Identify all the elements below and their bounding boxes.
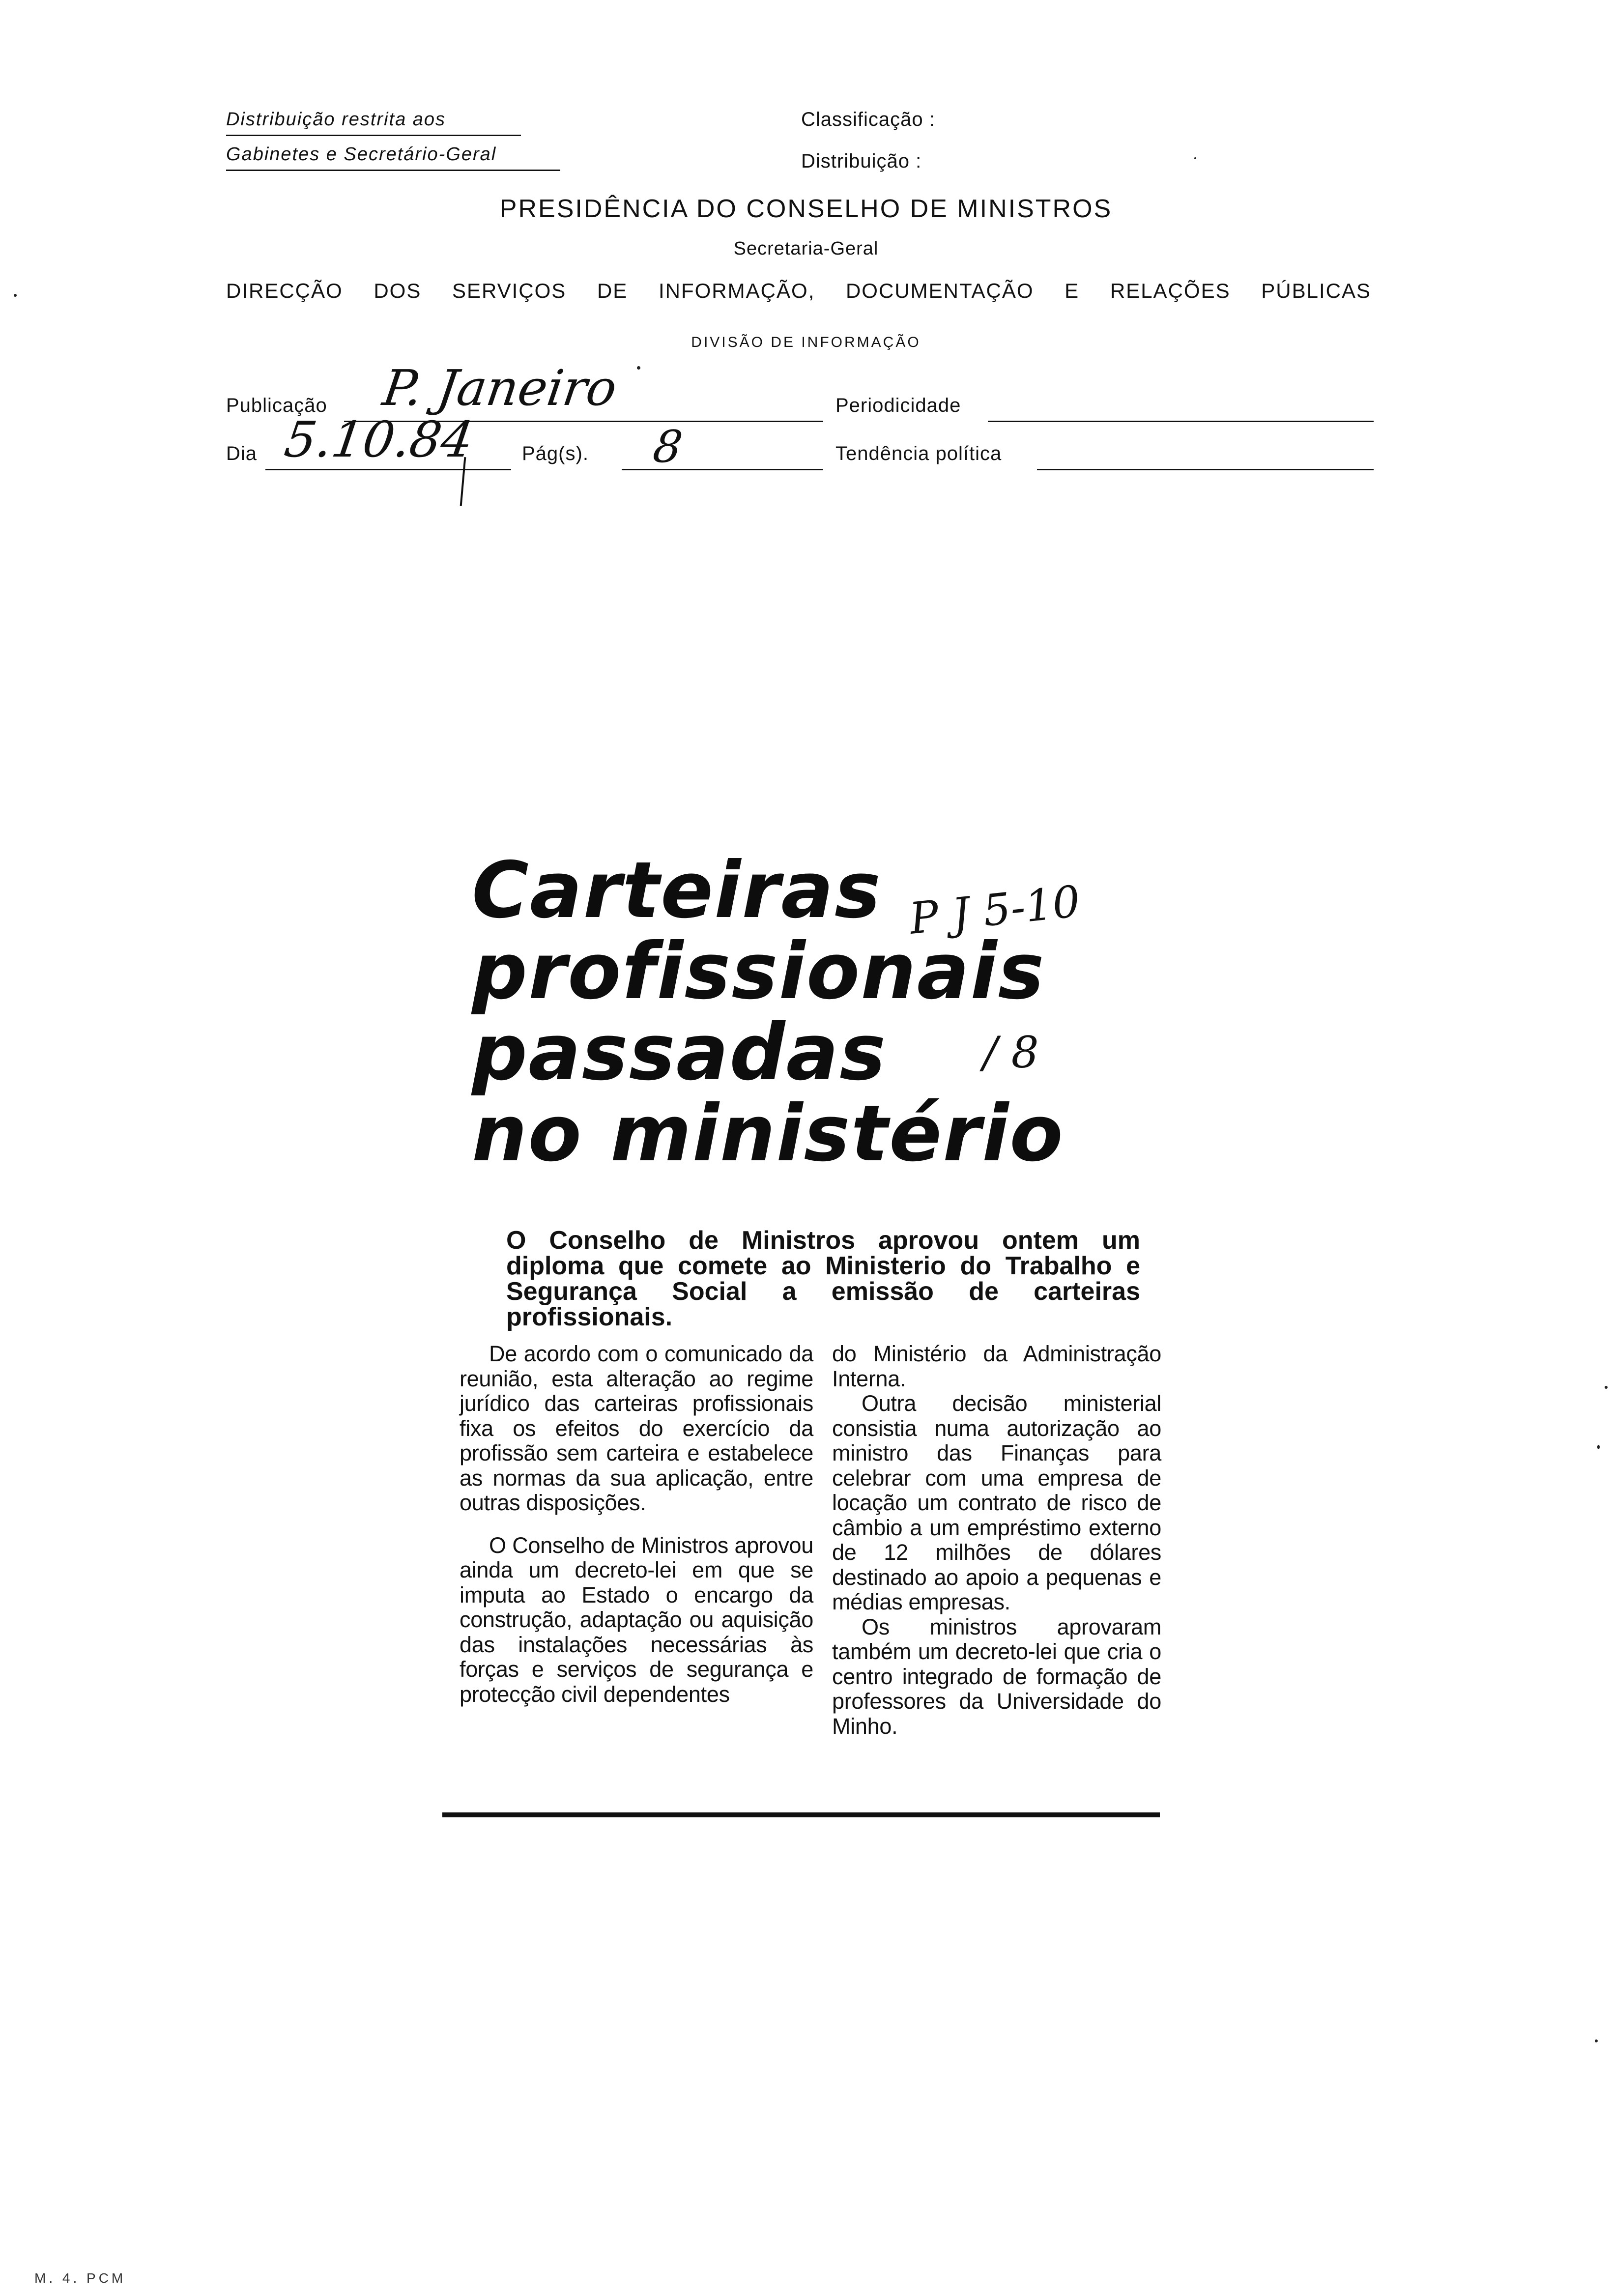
dia-label: Dia <box>226 443 258 464</box>
division-title: DIVISÃO DE INFORMAÇÃO <box>691 334 921 350</box>
paragraph-left-1: De acordo com o comunicado da reunião, esta alteração ao regime jurídico das carteiras profissionais fixa os efeitos do exercício da profissão sem carteira e estabelece as normas da sua aplicação, entre outras disposições. <box>460 1341 813 1515</box>
scan-speck <box>1605 1386 1608 1389</box>
headline-line-4: no ministério <box>472 1089 1064 1179</box>
distribution-line-1: Distribuição restrita aos <box>226 104 521 136</box>
scan-speck <box>1194 157 1196 159</box>
classification-block <box>801 104 935 188</box>
paragraph-right-3: Os ministros aprovaram também um decreto-lei que cria o centro integrado de formação de professores da Universidade do Minho. <box>832 1614 1161 1739</box>
paragraph-left-2: O Conselho de Ministros aprovou ainda um decreto-lei em que se imputa ao Estado o encargo da construção, adaptação ou aquisição das instalações necessárias às forças e serviços de segurança e protecção civil dependentes <box>460 1532 813 1707</box>
article-column-right <box>832 1342 1161 1739</box>
pags-handwritten <box>650 421 686 473</box>
distribution-restriction <box>226 104 570 174</box>
scan-speck <box>637 366 640 370</box>
headline-line-3: passadas <box>472 1007 887 1098</box>
periodicidade-label: Periodicidade <box>835 395 961 416</box>
publicacao-value: P. Janeiro <box>379 359 621 417</box>
paragraph-right-2: Outra decisão ministerial consistia numa autorização ao ministro das Finanças para celebrar com uma empresa de locação um contrato de risco de câmbio a um empréstimo externo de 12 milhões de dólares destinado ao apoio a pequenas e médias empresas. <box>832 1391 1161 1614</box>
handwritten-annotation-page: / 8 <box>983 1027 1039 1078</box>
paragraph-right-1: do Ministério da Administração Interna. <box>832 1341 1161 1391</box>
publicacao-handwritten <box>379 359 621 417</box>
pags-value: 8 <box>650 421 686 473</box>
department-title: DIRECÇÃO DOS SERVIÇOS DE INFORMAÇÃO, DOCUMENTAÇÃO E RELAÇÕES PÚBLICAS <box>226 279 1371 302</box>
dia-value: 5.10.84 <box>281 411 477 468</box>
tendencia-label: Tendência política <box>835 443 1002 464</box>
article-column-left <box>460 1342 813 1707</box>
scan-speck <box>1595 2039 1598 2042</box>
scan-speck <box>14 294 17 297</box>
distribuicao-label: Distribuição : <box>801 150 922 172</box>
institution-subtitle: Secretaria-Geral <box>733 238 879 259</box>
dia-handwritten <box>281 411 477 468</box>
periodicidade-field <box>988 388 1374 422</box>
institution-title: PRESIDÊNCIA DO CONSELHO DE MINISTROS <box>499 195 1113 223</box>
article-lead: O Conselho de Ministros aprovou ontem um diploma que comete ao Ministerio do Trabalho e Segurança Social a emissão de carteiras profissionais. <box>506 1226 1140 1331</box>
headline-line-2: profissionais <box>472 926 1045 1017</box>
pags-label: Pág(s). <box>522 443 589 464</box>
scan-speck <box>1597 1445 1600 1449</box>
handwritten-annotation-source: P J 5-10 <box>907 876 1083 944</box>
distribution-line-2: Gabinetes e Secretário-Geral <box>226 139 560 171</box>
headline-line-1: Carteiras <box>472 845 882 936</box>
tendencia-field <box>1037 436 1374 470</box>
clipping-bottom-rule <box>442 1812 1160 1817</box>
classificacao-label: Classificação : <box>801 109 935 130</box>
form-reference-mark: M. 4. PCM <box>34 2270 126 2286</box>
publicacao-label: Publicação <box>226 395 327 416</box>
